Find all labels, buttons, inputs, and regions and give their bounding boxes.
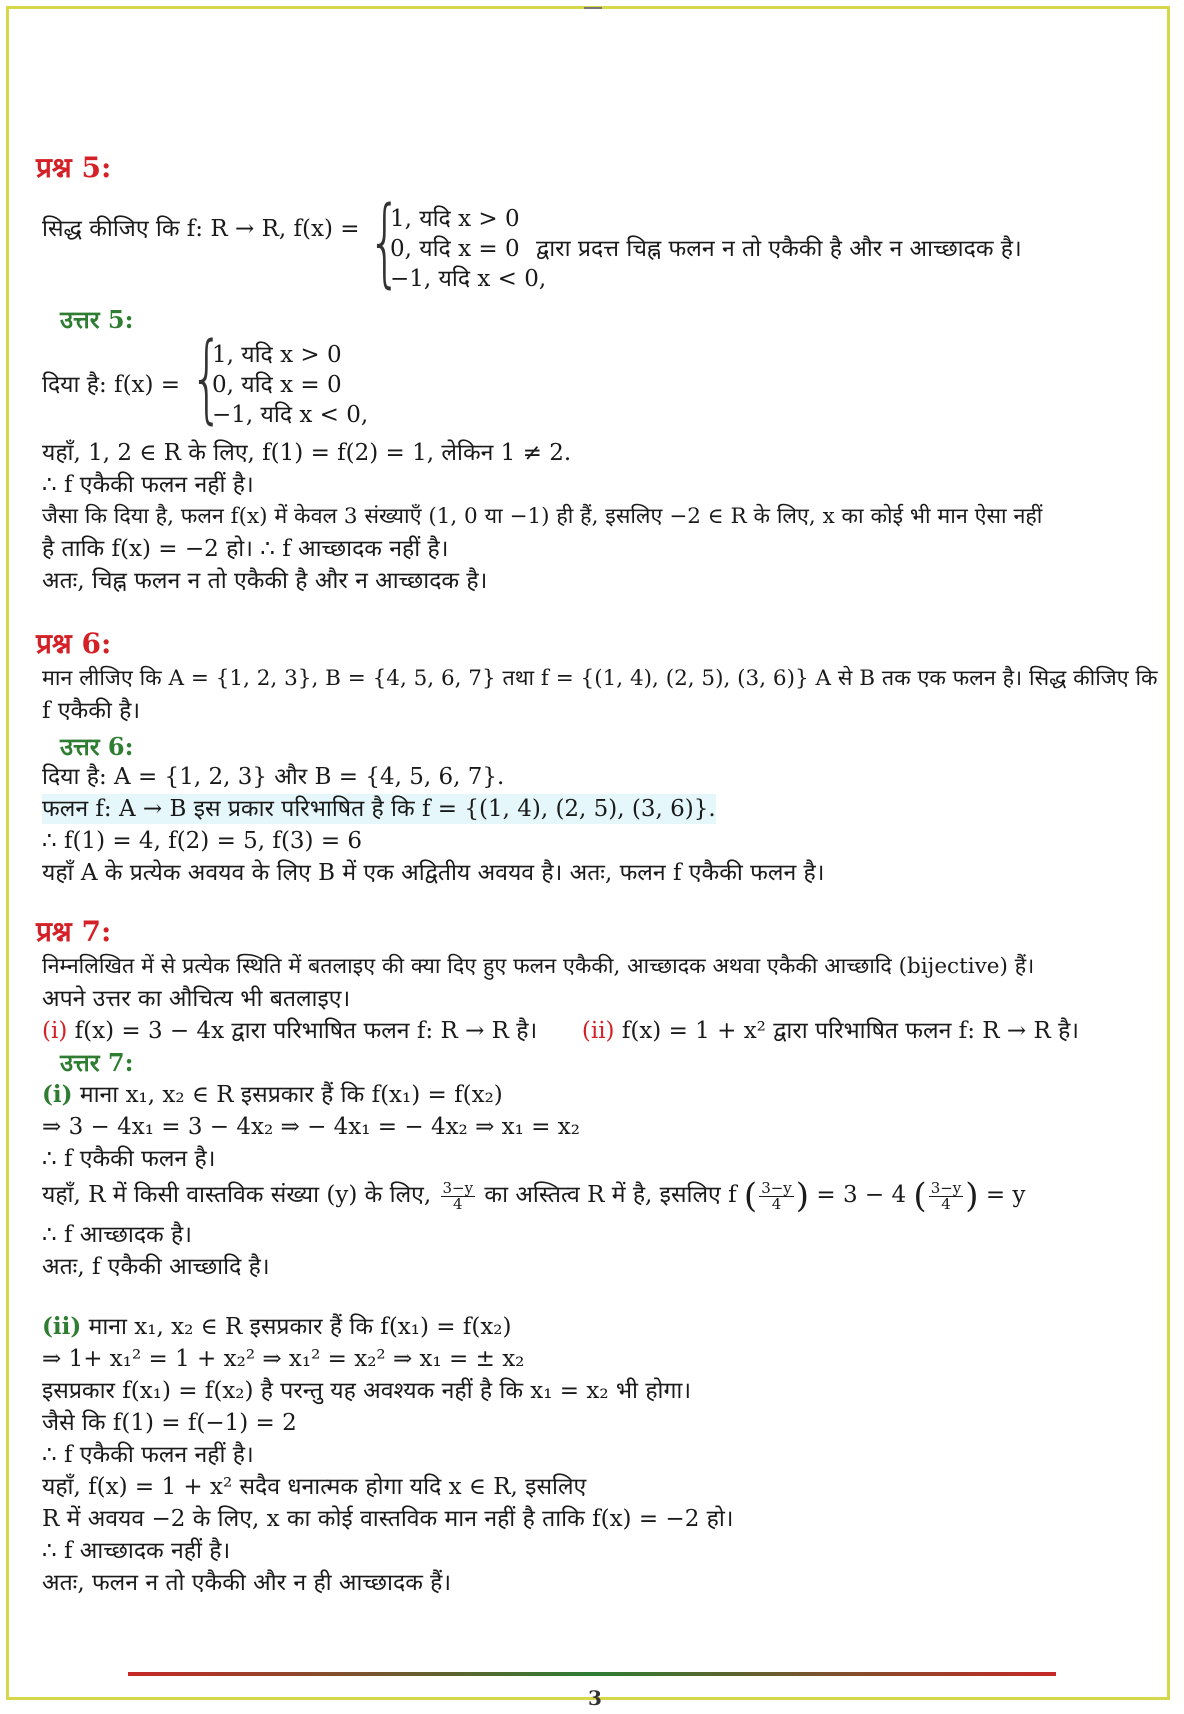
answer-7-ii-line: जैसे कि f(1) = f(−1) = 2 xyxy=(42,1410,297,1436)
answer-5-piecewise xyxy=(212,340,368,430)
answer-7-i-line: अतः, f एकैकी आच्छादि है। xyxy=(42,1254,270,1280)
question-5-heading: प्रश्न 5: xyxy=(36,151,112,184)
case-row: 1, यदि x > 0 xyxy=(212,342,342,368)
answer-7-i-line xyxy=(42,1080,503,1110)
question-7-heading: प्रश्न 7: xyxy=(36,915,112,948)
answer-7-ii-text: माना x₁, x₂ ∈ R इसप्रकार हैं कि f(x₁) = f(x₂) xyxy=(88,1314,512,1340)
fraction xyxy=(929,1178,964,1213)
answer-7-i-line: ∴ f आच्छादक है। xyxy=(42,1222,192,1248)
fraction-denominator: 4 xyxy=(771,1194,782,1213)
answer-7-heading: उत्तर 7: xyxy=(60,1048,134,1077)
case-row: 0, यदि x = 0 xyxy=(390,236,520,262)
question-5-prefix: सिद्ध कीजिए कि f: R → R, f(x) = xyxy=(42,216,360,242)
answer-7-i-line: ∴ f एकैकी फलन है। xyxy=(42,1146,216,1172)
answer-7-i-surjective-line xyxy=(42,1176,1026,1216)
fraction-numerator: 3−y xyxy=(442,1178,474,1197)
answer-5-heading: उत्तर 5: xyxy=(60,305,134,334)
question-7-line: अपने उत्तर का औचित्य भी बतलाइए। xyxy=(42,986,351,1012)
case-row: 0, यदि x = 0 xyxy=(212,372,342,398)
fraction xyxy=(441,1178,476,1213)
surjective-text: = y xyxy=(985,1182,1026,1208)
brace-symbol: { xyxy=(190,322,224,434)
answer-5-given: दिया है: f(x) = xyxy=(42,372,181,398)
answer-7-ii-line: ∴ f आच्छादक नहीं है। xyxy=(42,1538,231,1564)
question-6-heading: प्रश्न 6: xyxy=(36,627,112,660)
question-6-line: f एकैकी है। xyxy=(42,698,141,724)
answer-7-ii-line: ⇒ 1+ x₁² = 1 + x₂² ⇒ x₁² = x₂² ⇒ x₁ = ± x₂ xyxy=(42,1346,525,1372)
answer-7-ii-line: अतः, फलन न तो एकैकी और न ही आच्छादक हैं। xyxy=(42,1570,452,1596)
fraction-numerator: 3−y xyxy=(930,1178,962,1197)
question-5-piecewise xyxy=(390,204,546,294)
fraction-denominator: 4 xyxy=(453,1194,463,1213)
answer-7-i-text: माना x₁, x₂ ∈ R इसप्रकार हैं कि f(x₁) = f(x₂) xyxy=(79,1082,503,1108)
answer-5-line: है ताकि f(x) = −2 हो। ∴ f आच्छादक नहीं है। xyxy=(42,536,449,562)
answer-7-ii-line: इसप्रकार f(x₁) = f(x₂) है परन्तु यह अवश्यक नहीं है कि x₁ = x₂ भी होगा। xyxy=(42,1378,692,1404)
footer-divider xyxy=(128,1672,1056,1676)
answer-5-line: यहाँ, 1, 2 ∈ R के लिए, f(1) = f(2) = 1, लेकिन 1 ≠ 2. xyxy=(42,440,572,466)
fraction-denominator: 4 xyxy=(941,1194,951,1213)
part-ii-text: f(x) = 1 + x² द्वारा परिभाषित फलन f: R → R है। xyxy=(621,1018,1080,1044)
case-row: 1, यदि x > 0 xyxy=(390,206,520,232)
case-row: −1, यदि x < 0, xyxy=(390,266,547,292)
part-ii-label: (ii) xyxy=(581,1018,615,1044)
question-6-line: मान लीजिए कि A = {1, 2, 3}, B = {4, 5, 6, 7} तथा f = {(1, 4), (2, 5), (3, 6)} A से B तक एक फलन है। सिद्ध कीजिए कि xyxy=(42,666,1158,691)
answer-7-ii-line xyxy=(42,1312,512,1342)
top-mark xyxy=(584,7,602,9)
answer-7-ii-line: यहाँ, f(x) = 1 + x² सदैव धनात्मक होगा यदि x ∈ R, इसलिए xyxy=(42,1474,587,1500)
answer-7-i-line: ⇒ 3 − 4x₁ = 3 − 4x₂ ⇒ − 4x₁ = − 4x₂ ⇒ x₁ = x₂ xyxy=(42,1114,580,1140)
answer-6-line: यहाँ A के प्रत्येक अवयव के लिए B में एक अद्वितीय अवयव है। अतः, फलन f एकैकी फलन है। xyxy=(42,860,825,886)
page-number: 3 xyxy=(588,1686,602,1710)
paren: ) xyxy=(795,1176,810,1216)
fraction-numerator: 3−y xyxy=(761,1178,792,1197)
answer-6-heading: उत्तर 6: xyxy=(60,732,134,761)
answer-5-line: ∴ f एकैकी फलन नहीं है। xyxy=(42,472,254,498)
paren: ( xyxy=(743,1176,758,1216)
part-i-text: f(x) = 3 − 4x द्वारा परिभाषित फलन f: R → R है। xyxy=(74,1018,538,1044)
case-row: −1, यदि x < 0, xyxy=(212,402,369,428)
answer-6-line: दिया है: A = {1, 2, 3} और B = {4, 5, 6, 7}. xyxy=(42,764,505,790)
surjective-text: का अस्तित्व R में है, इसलिए f xyxy=(484,1182,737,1208)
answer-ii-label: (ii) xyxy=(42,1313,82,1340)
question-7-parts xyxy=(42,1016,1079,1046)
paren: ) xyxy=(965,1176,979,1216)
answer-5-line: जैसा कि दिया है, फलन f(x) में केवल 3 संख्याएँ (1, 0 या −1) ही हैं, इसलिए −2 ∈ R के लिए, x का कोई भी मान ऐसा नहीं xyxy=(42,504,1043,529)
answer-5-line: अतः, चिह्न फलन न तो एकैकी है और न आच्छादक है। xyxy=(42,568,488,594)
question-5-suffix: द्वारा प्रदत्त चिह्न फलन न तो एकैकी है और न आच्छादक है। xyxy=(536,236,1022,262)
paren: ( xyxy=(913,1176,927,1216)
surjective-text: यहाँ, R में किसी वास्तविक संख्या (y) के लिए, xyxy=(42,1182,432,1208)
answer-i-label: (i) xyxy=(42,1081,73,1108)
answer-6-line: फलन f: A → B इस प्रकार परिभाषित है कि f = {(1, 4), (2, 5), (3, 6)}. xyxy=(42,796,716,822)
answer-7-ii-line: R में अवयव −2 के लिए, x का कोई वास्तविक मान नहीं है ताकि f(x) = −2 हो। xyxy=(42,1506,734,1532)
fraction xyxy=(759,1178,794,1213)
surjective-text: = 3 − 4 xyxy=(816,1182,907,1208)
answer-6-line: ∴ f(1) = 4, f(2) = 5, f(3) = 6 xyxy=(42,828,363,854)
part-i-label: (i) xyxy=(42,1018,68,1044)
brace-symbol: { xyxy=(368,186,402,298)
answer-7-ii-line: ∴ f एकैकी फलन नहीं है। xyxy=(42,1442,254,1468)
question-7-line: निम्नलिखित में से प्रत्येक स्थिति में बतलाइए की क्या दिए हुए फलन एकैकी, आच्छादक अथवा एकैकी आच्छादि (bijective) हैं। xyxy=(42,954,1035,979)
